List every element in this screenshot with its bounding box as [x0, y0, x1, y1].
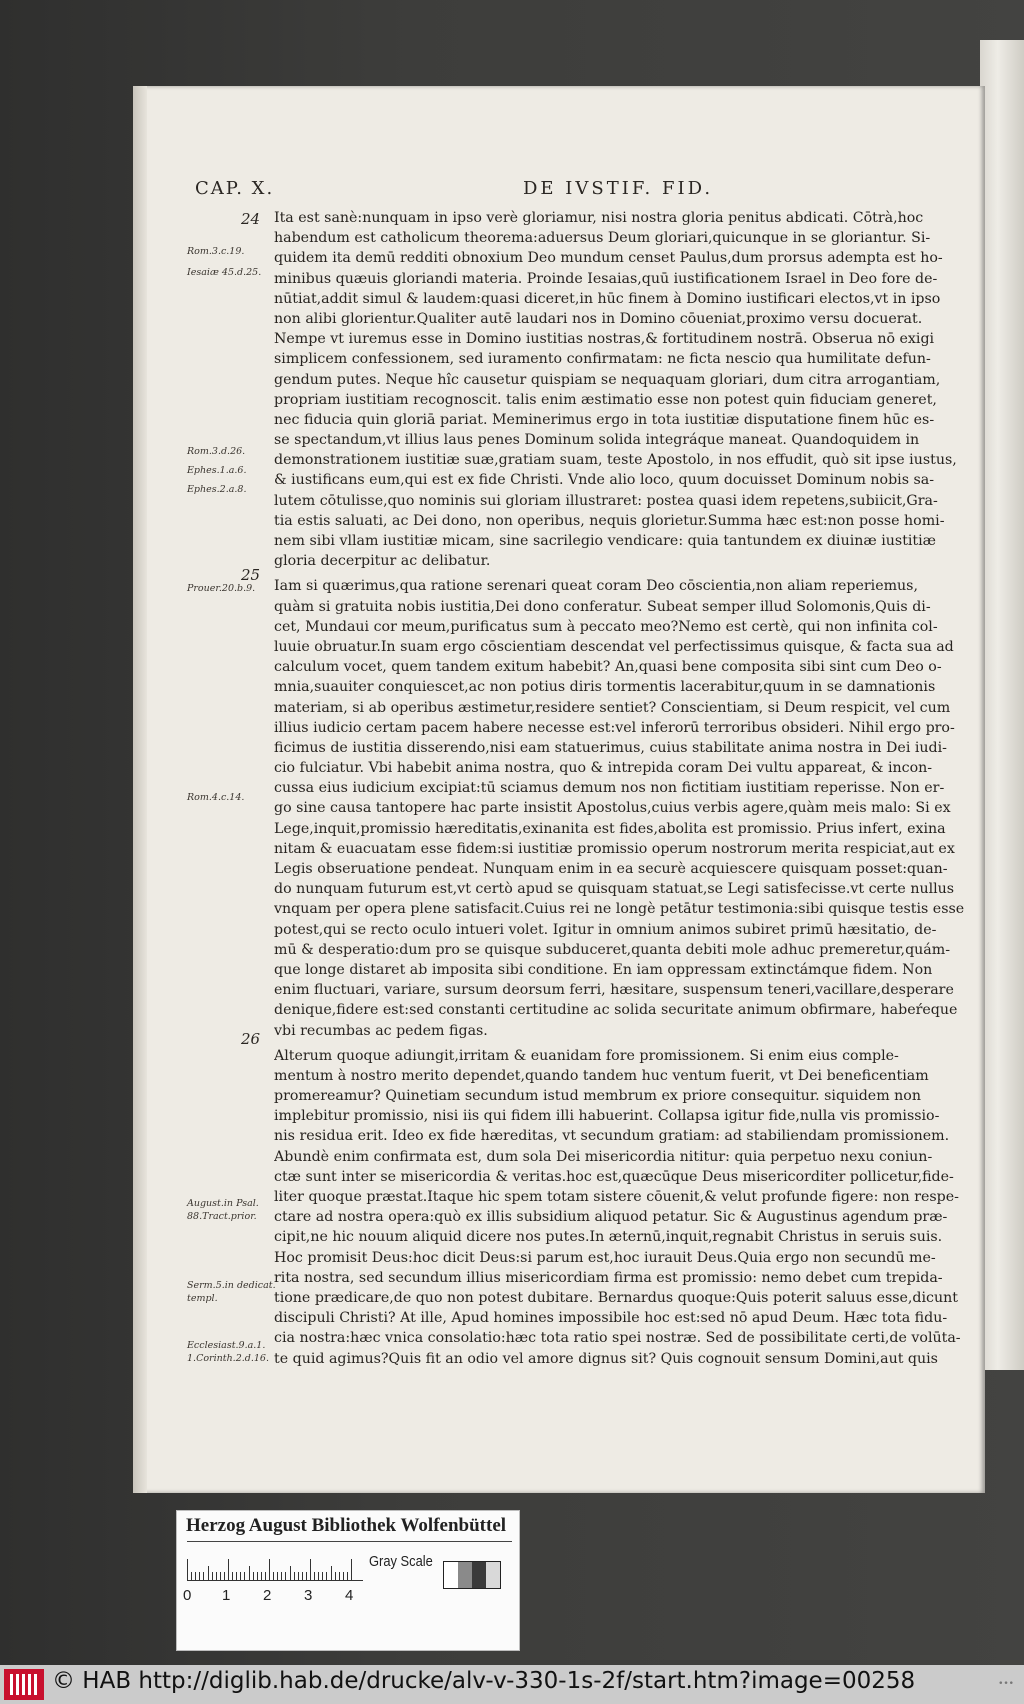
text-line: ctæ sunt inter se misericordia & veritas.hoc est,quæcūque Deus misericorditer pollicetur,fide-	[274, 1168, 954, 1185]
ruler-tick	[257, 1572, 258, 1581]
ruler-tick	[240, 1572, 241, 1581]
text-line: minibus quæuis gloriandi materia. Proinde Iesaias,quū iustificationem Israel in Deo fore de-	[274, 270, 938, 287]
text-line: promereamur? Quinetiam secundum istud membrum ex priore consequitur. siquidem non	[274, 1088, 921, 1105]
text-line: se spectandum,vt illius laus penes Dominum solida integráque maneat. Quandoquidem in	[274, 432, 920, 449]
ruler-tick	[191, 1572, 192, 1581]
ruler-tick	[339, 1572, 340, 1581]
text-line: implebitur promissio, nisi iis qui fidem illi habuerint. Collapsa igitur fide,nulla vis promissio-	[274, 1108, 940, 1125]
ruler-tick	[253, 1572, 254, 1581]
margin-note: August.in Psal.	[187, 1198, 259, 1209]
section-number: 24	[241, 210, 261, 228]
text-line: enim fluctuari, variare, sursum deorsum ferri, hæsitare, suspensum teneri,vacillare,desperare	[274, 982, 954, 999]
library-name: Herzog August Bibliothek Wolfenbüttel	[186, 1515, 507, 1536]
ruler-tick	[187, 1559, 188, 1581]
margin-note: Ephes.2.a.8.	[187, 484, 247, 495]
hab-logo-icon	[4, 1669, 44, 1700]
ruler-tick	[220, 1572, 221, 1581]
text-line: do nunquam futurum est,vt certò apud se quisquam statuat,se Legi satisfecisse.vt certe nullus	[274, 881, 955, 898]
margin-note: templ.	[187, 1293, 218, 1304]
text-line: nis residua erit. Ideo ex fide hæreditas, vt secundum gratiam: ad stabiliendam promissionem.	[274, 1128, 950, 1145]
ruler-number: 3	[304, 1587, 313, 1604]
text-line: tione prædicare,de quo non potest dubitare. Bernardus quoque:Quis poterit saluus esse,dicunt	[274, 1289, 958, 1306]
text-line: te quid agimus?Quis fit an odio vel amore dignus sit? Quis cognouit sensum Domini,aut quis	[274, 1350, 938, 1367]
text-line: luuie obruatur.In suam ergo cōscientiam descendat vel perfectissimus quisque, & facta sua ad	[274, 638, 954, 655]
text-line: nūtiat,addit simul & laudem:quasi diceret,in hūc finem à Domino iustificari electos,vt in ipso	[274, 290, 941, 307]
gray-swatch	[444, 1562, 458, 1588]
gray-swatch	[486, 1562, 500, 1588]
chapter-label: CAP. X.	[195, 178, 275, 199]
ruler-tick	[208, 1566, 209, 1581]
ruler-tick	[195, 1572, 196, 1581]
text-line: cipit,ne hic nouum aliquid dicere nos putes.In æternū,inquit,regnabit Christus in seruis suis.	[274, 1229, 943, 1246]
margin-note: Ephes.1.a.6.	[187, 465, 247, 476]
margin-note: 88.Tract.prior.	[187, 1211, 257, 1222]
text-line: go sine causa tantopere hac parte insistit Apostolus,cuius verbis agere,quàm meis malo: Si ex	[274, 800, 951, 817]
text-line: cet, Mundaui cor meum,purificatus sum à peccato meo?Nemo est certè, qui non infinita col-	[274, 618, 938, 635]
ruler	[187, 1557, 363, 1581]
ruler-tick	[347, 1572, 348, 1581]
text-line: quàm si gratuita nobis iustitia,Dei dono conferatur. Subeat semper illud Solomonis,Quis di-	[274, 598, 931, 615]
ruler-baseline	[187, 1580, 363, 1581]
body-text	[274, 208, 985, 1369]
margin-note: Serm.5.in dedicat.	[187, 1280, 276, 1291]
page-title: DE IVSTIF. FID.	[523, 178, 714, 199]
ruler-tick	[343, 1572, 344, 1581]
text-line: mū & desperatio:dum pro se quisque subduceret,quanta debiti mole adhuc premeretur,quám-	[274, 941, 950, 958]
ruler-number: 2	[263, 1587, 272, 1604]
text-line: simplicem confessionem, sed iuramento confirmatam: ne ficta nescio qua humilitate defun-	[274, 351, 931, 368]
gray-scale-label: Gray Scale	[369, 1553, 433, 1570]
gray-swatch	[472, 1562, 486, 1588]
margin-note: Rom.3.c.19.	[187, 246, 245, 257]
text-line: cio fulciatur. Vbi habebit anima nostra, quo & intrepida coram Dei vultu appareat, & incon-	[274, 760, 933, 777]
text-line: propriam iustitiam recognoscit. talis enim æstimatio esse non potest quin fiduciam generet,	[274, 391, 937, 408]
ruler-tick	[212, 1572, 213, 1581]
ruler-number: 4	[345, 1587, 354, 1604]
text-line: potest,qui se recto oculo intueri volet. Igitur in omnium animos subiret primū hæsitatio, de-	[274, 921, 937, 938]
ruler-tick	[224, 1572, 225, 1581]
page-stack-edge	[980, 40, 1024, 1370]
section-number: 26	[241, 1030, 261, 1048]
margin-note: 1.Corinth.2.d.16.	[187, 1353, 269, 1364]
text-line: & iustificans eum,qui est ex fide Christi. Vnde alio loco, quum docuisset Dominum nobis sa-	[274, 472, 935, 489]
margin-note: Iesaiæ 45.d.25.	[187, 267, 262, 278]
section-number: 25	[241, 566, 261, 584]
text-line: vnquam per opera plene satisfacit.Cuius rei ne longè petātur testimonia:sibi quisque testis esse	[274, 901, 965, 918]
ruler-tick	[326, 1572, 327, 1581]
margin-note: Rom.4.c.14.	[187, 792, 245, 803]
ruler-number: 1	[222, 1587, 231, 1604]
text-line: discipuli Christi? At ille, Apud homines impossibile hoc est:sed nō apud Deum. Hæc tota fidu-	[274, 1310, 948, 1327]
text-line: nem sibi vllam iustitiæ micam, sine sacrilegio vendicare: quia tantundem ex diuinæ iustitiæ	[274, 533, 937, 549]
footer-dots: •••	[998, 1679, 1014, 1689]
text-line: mentum à nostro merito dependet,quando tandem huc ventum fuerit, vt Dei beneficentiam	[274, 1067, 929, 1084]
ruler-tick	[236, 1572, 237, 1581]
text-line: que longe distaret ab imposita sibi conditione. En iam oppressam extinctámque fidem. Non	[274, 961, 933, 978]
ruler-tick	[302, 1572, 303, 1581]
ruler-tick	[232, 1572, 233, 1581]
ruler-tick	[306, 1572, 307, 1581]
text-line: gendum putes. Neque hîc causetur quispiam se nequaquam gloriari, dum citra arrogantiam,	[274, 371, 941, 388]
ruler-tick	[244, 1572, 245, 1581]
text-line: cussa eius iudicium excipiat:tū sciamus demum nos non fictitiam iustitiam reperisse. Non er-	[274, 780, 945, 797]
text-line: nec fiducia quin gloriā pariat. Meminerimus ergo in tota iustitiæ disputatione finem hūc es-	[274, 411, 935, 428]
text-line: quidem ita demū redditi obnoxium Deo mundum censet Paulus,dum prorsus adempta est ho-	[274, 250, 943, 267]
ruler-tick	[261, 1572, 262, 1581]
text-line: habendum est catholicum theorema:aduersus Deum gloriari,quicunque in se gloriantur. Si-	[274, 230, 931, 247]
ruler-tick	[322, 1572, 323, 1581]
ruler-tick	[351, 1559, 352, 1581]
text-line: Legis obseruatione pendeat. Nunquam enim in ea securè acquiescere quisquam posset:quan-	[274, 861, 948, 877]
text-line: cia nostra:hæc vnica consolatio:hæc tota ratio spei nostræ. Sed de possibilitate certi,de volūta-	[274, 1330, 961, 1347]
ruler-tick	[281, 1572, 282, 1581]
text-line: Hoc promisit Deus:hoc dicit Deus:si parum est,hoc iurauit Deus.Quia ergo non secundū me-	[274, 1249, 936, 1266]
text-line: materiam, si ab operibus æstimetur,residere sentiet? Conscientiam, si Deum respicit, vel cum	[274, 699, 951, 716]
ruler-tick	[318, 1572, 319, 1581]
book-page	[133, 86, 985, 1493]
text-line: tia estis saluati, ac Dei dono, non operibus, nequis glorietur.Summa hæc est:non posse homi-	[274, 512, 945, 529]
ruler-tick	[249, 1566, 250, 1581]
ruler-tick	[277, 1572, 278, 1581]
text-line: ctare ad nostra opera:quò ex illis subsidium aliquod petatur. Sic & Augustinus agendum præ-	[274, 1209, 948, 1226]
margin-note: Rom.3.d.26.	[187, 446, 246, 457]
margin-note: Prouer.20.b.9.	[187, 583, 256, 594]
footer-bar	[0, 1665, 1024, 1704]
margin-note: Ecclesiast.9.a.1.	[187, 1340, 266, 1351]
text-line: Lege,inquit,promissio hæreditatis,exinanita est fides,abolita est promissio. Prius infert, exina	[274, 820, 946, 837]
text-line: lutem cōtulisse,quo nominis sui gloriam illustraret: postea quasi idem repetens,subiicit,Gra-	[274, 492, 938, 509]
text-line: rita nostra, sed secundum illius misericordiam firma est promissio: nemo debet cum trepida-	[274, 1269, 943, 1286]
ruler-tick	[203, 1572, 204, 1581]
ruler-tick	[228, 1559, 229, 1581]
text-line: ficimus de iustitia disserendo,nisi eam statuerimus, cuius stabilitate anima nostra in Dei iudi-	[274, 739, 947, 756]
text-line: Abundè enim confirmata est, dum sola Dei misericordia nititur: quia perpetuo nexu coniun-	[274, 1148, 933, 1165]
text-line: Alterum quoque adiungit,irritam & euanidam fore promissionem. Si enim eius comple-	[274, 1047, 899, 1064]
text-line: Iam si quærimus,qua ratione serenari queat coram Deo cōscientia,non aliam reperiemus,	[274, 578, 918, 595]
text-line: nitam & euacuatam esse fidem:si iustitiæ promissio operum nostrorum merita respiciat,aut ex	[274, 840, 955, 857]
ruler-tick	[273, 1572, 274, 1581]
text-line: calculum vocet, quem tandem exitum habebit? An,quasi bene composita sibi sint cum Deo o-	[274, 659, 942, 676]
ruler-tick	[310, 1559, 311, 1581]
ruler-tick	[265, 1572, 266, 1581]
ruler-tick	[269, 1559, 270, 1581]
ruler-tick	[314, 1572, 315, 1581]
ruler-tick	[331, 1566, 332, 1581]
text-line: illius iudicio certam pacem habere necesse est:vel inferorū terroribus obsideri. Nihil ergo pro-	[274, 719, 955, 736]
text-line: liter quoque præstat.Itaque hic spem totam sistere cōuenit,& velut profunde figere: non respe-	[274, 1189, 959, 1205]
footer-url[interactable]: © HAB http://diglib.hab.de/drucke/alv-v-330-1s-2f/start.htm?image=00258	[52, 1668, 916, 1694]
text-line: non alibi glorientur.Qualiter autē laudari nos in Domino cōueniat,proximo versu docuerat.	[274, 310, 923, 327]
ruler-number: 0	[183, 1587, 192, 1604]
text-line: vbi recumbas ac pedem figas.	[274, 1022, 488, 1039]
ruler-tick	[294, 1572, 295, 1581]
text-line: Nempe vt iuremus esse in Domino iustitias nostras,& fortitudinem nostrā. Obserua nō exigi	[274, 331, 935, 348]
text-line: gloria decerpitur ac delibatur.	[274, 553, 491, 570]
ruler-tick	[298, 1572, 299, 1581]
text-line: mnia,suauiter conquiescet,ac non potius diris tormentis lacerabitur,quum in se damnationis	[274, 679, 936, 696]
color-calibration-bar	[176, 1510, 520, 1651]
ruler-tick	[290, 1566, 291, 1581]
gray-swatch	[458, 1562, 472, 1588]
text-line: demonstrationem iustitiæ suæ,gratiam suam, teste Apostolo, in nos effudit, quò sit ipse iustus,	[274, 452, 957, 469]
running-head	[195, 178, 961, 202]
divider	[187, 1541, 512, 1542]
text-line: denique,fidere est:sed constanti certitudine ac solida securitate animum obfirmare, habeŕeque	[274, 1002, 958, 1019]
text-line: Ita est sanè:nunquam in ipso verè gloriamur, nisi nostra gloria penitus abdicati. Cōtrà,hoc	[274, 210, 924, 226]
ruler-tick	[216, 1572, 217, 1581]
ruler-tick	[285, 1572, 286, 1581]
ruler-tick	[335, 1572, 336, 1581]
gray-swatches	[443, 1561, 501, 1589]
ruler-tick	[199, 1572, 200, 1581]
